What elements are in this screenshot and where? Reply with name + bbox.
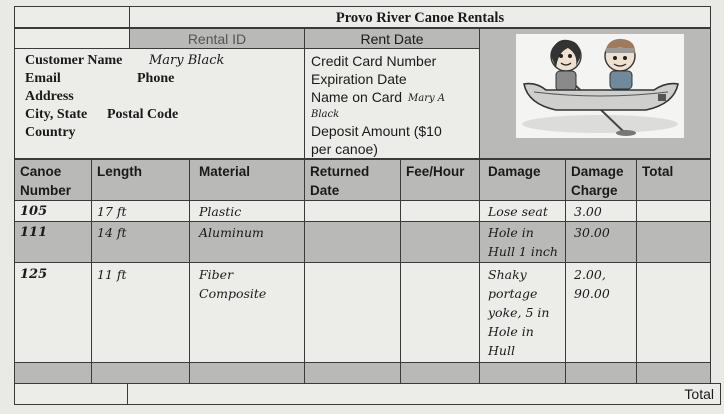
- table-row-2-length: 14 ft: [91, 221, 190, 263]
- canoe-illustration-frame: [516, 34, 684, 138]
- column-header-length-line1: Length: [97, 164, 142, 179]
- table-row-3-material: [189, 262, 305, 363]
- footer-total-label: Total: [684, 386, 714, 402]
- customer-info-cell: [14, 48, 305, 159]
- title-cell: [129, 6, 711, 28]
- column-header-damage-line1: Damage: [488, 164, 541, 179]
- deposit-label-1: Deposit Amount ($10: [311, 123, 442, 139]
- column-header-canoe-number-line2: Number: [20, 183, 72, 198]
- illustration-cell: [479, 28, 711, 159]
- table-row-3-material-line2: Composite: [199, 286, 267, 301]
- name-on-card-label: Name on Card: [311, 89, 403, 105]
- table-row-1-material: Plastic: [189, 200, 305, 222]
- table-row-1-total: [636, 200, 711, 222]
- table-row-4-length: [91, 362, 190, 384]
- table-row-1-number: 105: [14, 200, 92, 222]
- table-row-1-charge: 3.00: [565, 200, 637, 222]
- phone-label: Phone: [137, 71, 175, 86]
- form-title: Provo River Canoe Rentals: [335, 10, 505, 26]
- table-row-2-total: [636, 221, 711, 263]
- column-header-damage-charge-line1: Damage: [571, 164, 624, 179]
- rent-date-cell: [304, 28, 480, 49]
- table-row-2-fee-hour: [400, 221, 480, 263]
- title-left-cell: [14, 6, 130, 28]
- column-header-canoe-number: [14, 159, 92, 201]
- rent-date-label: Rent Date: [360, 31, 424, 47]
- table-row-4-damage: [479, 362, 566, 384]
- table-row-3-charge: [565, 262, 637, 363]
- rental-id-cell: [129, 28, 305, 49]
- deposit-label-2: per canoe): [311, 141, 378, 157]
- table-row-3-damage-line3: yoke, 5 in: [488, 305, 550, 320]
- column-header-material: [189, 159, 305, 201]
- table-row-3-damage-line5: Hull: [488, 343, 515, 358]
- table-row-2-number: 111: [14, 221, 92, 263]
- expiration-label: Expiration Date: [311, 71, 407, 87]
- table-row-2-damage: [479, 221, 566, 263]
- table-row-1-damage: Lose seat: [479, 200, 566, 222]
- table-row-3-number: 125: [14, 262, 92, 363]
- column-header-damage-charge-line2: Charge: [571, 183, 618, 198]
- footer-total-cell: [127, 383, 721, 405]
- table-row-4-returned-date: [304, 362, 401, 384]
- table-row-1-length: 17 ft: [91, 200, 190, 222]
- email-label: Email: [25, 71, 61, 86]
- canoe-kids-illustration: [516, 34, 684, 138]
- payment-info-cell: [304, 48, 480, 159]
- table-row-2-damage-line2: Hull 1 inch: [488, 244, 558, 259]
- table-row-4-charge: [565, 362, 637, 384]
- column-header-returned-date-line2: Date: [310, 183, 340, 198]
- table-row-2-returned-date: [304, 221, 401, 263]
- table-row-3-length: 11 ft: [91, 262, 190, 363]
- table-row-3-fee-hour: [400, 262, 480, 363]
- column-header-canoe-number-line1: Canoe: [20, 164, 62, 179]
- table-row-3-total: [636, 262, 711, 363]
- table-row-3-charge-line1: 2.00,: [574, 267, 606, 282]
- table-row-3-returned-date: [304, 262, 401, 363]
- table-row-4-fee-hour: [400, 362, 480, 384]
- header-left-cell: [14, 28, 130, 49]
- table-row-3-charge-line2: 90.00: [574, 286, 610, 301]
- country-label: Country: [25, 125, 76, 140]
- name-on-card-value-1: Mary A: [408, 93, 446, 104]
- table-row-3-damage: [479, 262, 566, 363]
- column-header-total-line1: Total: [642, 164, 674, 179]
- column-header-damage: [479, 159, 566, 201]
- table-row-3-damage-line2: portage: [488, 286, 538, 301]
- table-row-3-damage-line1: Shaky: [488, 267, 527, 282]
- column-header-returned-date-line1: Returned: [310, 164, 370, 179]
- footer-left-cell: [14, 383, 128, 405]
- column-header-damage-charge: [565, 159, 637, 201]
- table-row-4-total: [636, 362, 711, 384]
- customer-name-label: Customer Name: [25, 53, 123, 68]
- column-header-total: [636, 159, 711, 201]
- customer-name-value: Mary Black: [149, 53, 225, 68]
- name-on-card-value-2: Black: [311, 109, 340, 120]
- table-row-4-number: [14, 362, 92, 384]
- table-row-1-returned-date: [304, 200, 401, 222]
- table-row-3-damage-line4: Hole in: [488, 324, 534, 339]
- column-header-material-line1: Material: [199, 164, 251, 179]
- table-row-2-charge: 30.00: [565, 221, 637, 263]
- city-state-label: City, State: [25, 107, 88, 122]
- table-row-1-fee-hour: [400, 200, 480, 222]
- column-header-fee-hour-line1: Fee/Hour: [406, 164, 465, 179]
- table-row-3-material-line1: Fiber: [199, 267, 234, 282]
- postal-code-label: Postal Code: [107, 107, 179, 122]
- table-row-2-material: Aluminum: [189, 221, 305, 263]
- column-header-fee-hour: [400, 159, 480, 201]
- rental-id-label: Rental ID: [187, 31, 247, 47]
- table-row-2-damage-line1: Hole in: [488, 225, 534, 240]
- table-row-4-material: [189, 362, 305, 384]
- column-header-length: [91, 159, 190, 201]
- column-header-returned-date: [304, 159, 401, 201]
- credit-card-label: Credit Card Number: [311, 53, 437, 69]
- address-label: Address: [25, 89, 74, 104]
